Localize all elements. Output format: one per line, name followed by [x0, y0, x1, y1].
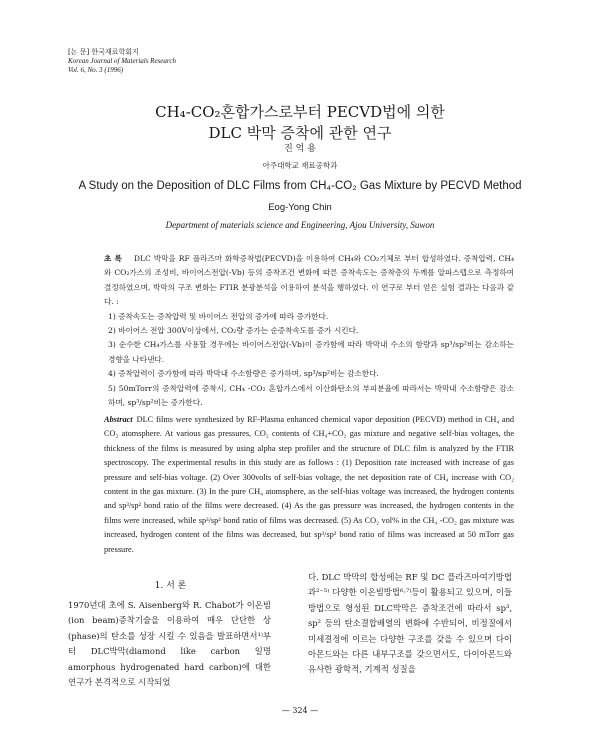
abstract-ko-label: 초 록 [104, 254, 122, 263]
page-number: — 324 — [281, 706, 319, 715]
journal-volume: Vol. 6, No. 3 (1996) [68, 66, 124, 74]
abstract-ko-item: 2) 바이어스 전압 300V이상에서, CO₂량 증가는 순증착속도를 증가 시킨다. [108, 326, 359, 336]
title-ko-line1: CH₄-CO₂혼합가스로부터 PECVD법에 의한 [155, 103, 445, 121]
journal-name-ko: [논 문] 한국재료학회지 [68, 48, 139, 56]
section-heading-introduction: 1. 서 론 [154, 581, 187, 591]
affiliation-ko: 아주대학교 재료공학과 [262, 161, 338, 170]
abstract-ko-item: 3) 순수한 CH₄가스를 사용할 경우에는 바이어스전압(-Vb)이 증가함에 따라 박막내 수소의 함량과 sp³/sp²비는 감소하는 경향을 나타낸다. [108, 340, 514, 364]
abstract-ko-item: 5) 50mTorr의 증착압력에 증착시, CH₄ -CO₂ 혼합가스에서 이산화탄소의 부피분율에 따라서는 박막내 수소함량은 감소하며, sp³/sp²비는 증가한다. [108, 383, 514, 408]
abstract-en-label: Abstract [104, 415, 133, 424]
author-name-ko: 진 억 용 [284, 144, 316, 154]
abstract-ko-item: 1) 증착속도는 증착압력 및 바이어스 전압의 증가에 따라 증가한다. [108, 311, 329, 321]
body-column-left: 1970년대 초에 S. Aisenberg와 R. Chabot가 이온빔(ion beam)증착기술을 이용하여 매우 단단한 상(phase)의 탄소를 성장 시킬 수 있음을 발표하면서¹⁾부터 DLC박막(diamond like carbon 일명 amorphous hydrogenated hard carbon)에 대한 연구가 본격적으로 시작되었 [68, 600, 271, 688]
author-name-en: Eog-Yong Chin [268, 202, 332, 213]
journal-name-en: Korean Journal of Materials Research [68, 57, 176, 65]
abstract-en-text: DLC films were synthesized by RF-Plasma enhanced chemical vapor deposition (PECVD) method in CH₄ and CO₂ atomsphere. At various gas pressures, CO₂ contents of CH₄+CO₂ gas mixture and negative self-bias voltages, the thickness of the films is measured by using alpha step profiler and the structure of DLC film is analyzed by the FTIR spectroscopy. The experimental results in this study are as follows : (1) Deposition rate increased with increase of gas pressure and self-bias voltage. (2) Over 300volts of self-bias voltage, the net deposition rate of CH₄ increase with CO₂ content in the gas mixture. (3) In the pure CH₄ atomsphere, as the self-bias voltage was increased, the hydrogen contents and sp³/sp² bond ratio of the films were decreased. (4) As the gas pressure was increased, the hydrogen contents in the films were increased, while sp³/sp² bond ratio of films was decreased. (5) As CO₂ vol% in the CH₄ -CO₂ gas mixture was increased, hydrogen content of the films was decreased, but sp³/sp² bond ratio of films was increased at 50 mTorr gas pressure. [104, 415, 514, 554]
abstract-en [104, 413, 514, 557]
body-column-right: 다. DLC 박막의 합성에는 RF 및 DC 플라즈마여기방법과²⁻⁵⁾ 다양한 이온빔방법⁶·⁷⁾등이 활용되고 있으며, 이들 방법으로 형성된 DLC박막은 증착조건에 따라서 sp³, sp² 등의 탄소결합배열의 변화에 수반되어, 비정질에서 미세결정에 이르는 다양한 구조를 갖을 수 있으며 다이아몬드와는 다른 내부구조를 갖으면서도, 다이아몬드와 유사한 광학적, 기계적 성질을 [308, 572, 512, 675]
abstract-ko-item: 4) 증착압력이 증가함에 따라 박막내 수소함량은 증가하며, sp³/sp²비는 감소한다. [108, 369, 379, 379]
title-ko-line2: DLC 박막 증착에 관한 연구 [208, 124, 392, 142]
affiliation-en: Department of materials science and Engineering, Ajou University, Suwon [165, 220, 435, 230]
journal-header [68, 48, 176, 75]
abstract-ko [104, 252, 514, 410]
abstract-ko-intro: DLC 박막을 RF 플라즈마 화학증착법(PECVD)을 이용하여 CH₄와 CO₂기체로 부터 합성하였다. 증착압력, CH₄와 CO₂가스의 조성비, 바이어스전압(-Vb) 등의 증착조건 변화에 따른 증착속도는 증착층의 두께를 알파스텝으로 측정하여 결정하였으며, 박막의 구조 변화는 FTIR 분광분석을 이용하여 분석을 행하였다. 이 연구로 부터 얻은 실험 결과는 다음과 같다. : [104, 254, 514, 307]
paper-title-en: A Study on the Deposition of DLC Films from CH₄-CO₂ Gas Mixture by PECVD Method [78, 180, 522, 192]
paper-title-ko [0, 102, 600, 144]
